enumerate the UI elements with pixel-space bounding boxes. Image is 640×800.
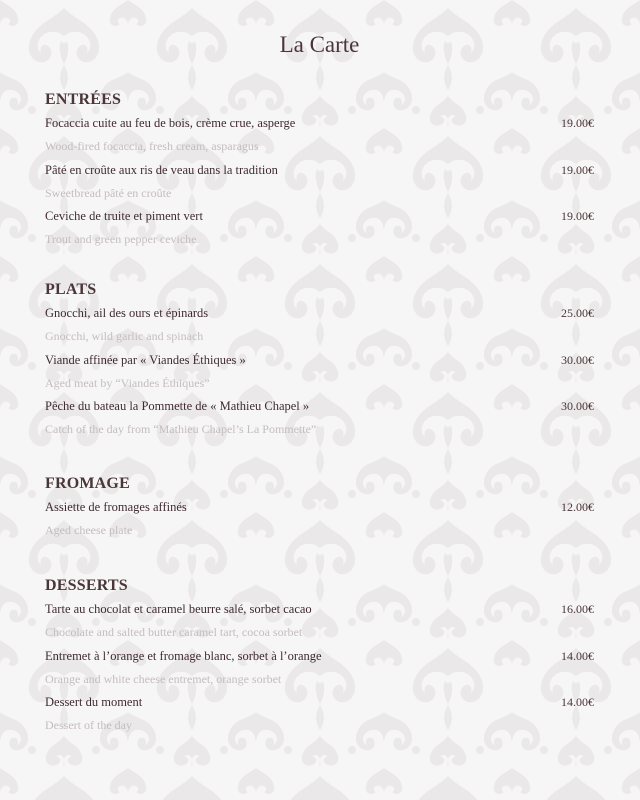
menu-item [45,397,594,444]
item-price: 25.00€ [561,306,594,320]
section-fromage [45,473,594,545]
menu-item [45,114,594,161]
section-heading: DESSERTS [45,577,128,594]
menu-item [45,693,594,740]
section-heading: FROMAGE [45,475,130,492]
item-name-fr: Dessert du moment [45,695,143,709]
menu-item [45,351,594,398]
item-name-en: Gnocchi, wild garlic and spinach [45,329,204,343]
item-name-en: Trout and green pepper ceviche [45,232,197,246]
menu-item [45,647,594,694]
section-heading: ENTRÉES [45,91,122,108]
item-name-en: Aged cheese plate [45,523,133,537]
item-name-en: Dessert of the day [45,718,132,732]
section-heading: PLATS [45,281,97,298]
item-name-fr: Pêche du bateau la Pommette de « Mathieu Chapel » [45,399,310,413]
menu-item [45,304,594,351]
item-price: 30.00€ [561,399,594,413]
item-price: 14.00€ [561,648,594,663]
item-price: 19.00€ [561,209,594,223]
section-entrees [45,89,594,254]
item-price: 19.00€ [561,162,594,177]
item-name-en: Chocolate and salted butter caramel tart, cocoa sorbet [45,625,303,639]
item-name-fr: Gnocchi, ail des ours et épinards [45,306,209,320]
section-desserts [45,575,594,740]
item-price: 12.00€ [561,500,594,514]
section-plats [45,279,594,444]
item-name-en: Catch of the day from “Mathieu Chapel’s La Pommette” [45,422,317,436]
menu-item [45,207,594,254]
item-name-en: Aged meat by “Viandes Éthiques” [45,375,210,390]
item-price: 14.00€ [561,695,594,709]
item-name-fr: Assiette de fromages affinés [45,500,187,514]
menu-item [45,600,594,647]
item-name-fr: Pâté en croûte aux ris de veau dans la tradition [45,162,278,177]
item-name-fr: Tarte au chocolat et caramel beurre salé, sorbet cacao [45,602,312,616]
item-name-fr: Entremet à l’orange et fromage blanc, sorbet à l’orange [45,648,322,663]
item-name-fr: Ceviche de truite et piment vert [45,209,203,223]
item-name-en: Wood-fired focaccia, fresh cream, asparagus [45,139,259,153]
menu-item [45,161,594,208]
item-name-en: Sweetbread pâté en croûte [45,185,172,200]
item-price: 19.00€ [561,116,594,130]
item-name-en: Orange and white cheese entremet, orange sorbet [45,671,282,686]
item-name-fr: Focaccia cuite au feu de bois, crème crue, asperge [45,116,296,130]
item-name-fr: Viande affinée par « Viandes Éthiques » [45,352,246,367]
menu-title: La Carte [279,32,360,57]
item-price: 16.00€ [561,602,594,616]
menu-item [45,498,594,545]
item-price: 30.00€ [561,352,594,367]
